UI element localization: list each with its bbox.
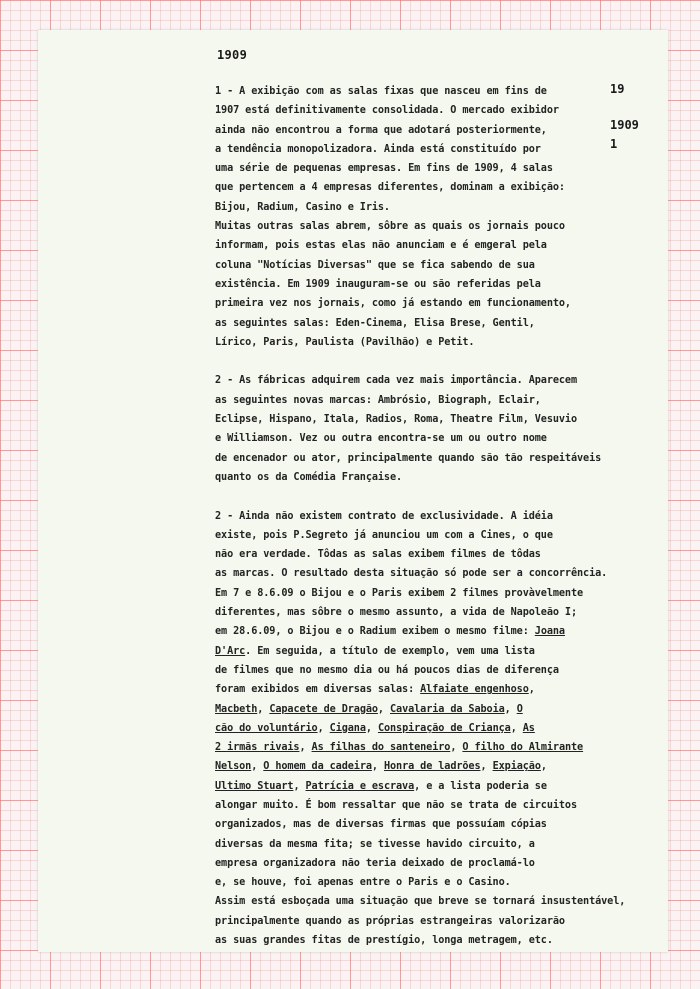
text-line [215,429,635,448]
text-line [215,873,635,892]
underlined-film-title: Cavalaria da Saboia [390,703,505,715]
text-segment: Muitas outras salas abrem, sôbre as quais os jornais pouco [215,221,565,233]
text-segment: coluna "Notícias Diversas" que se fica sabendo de sua [215,259,535,271]
underlined-film-title: cão do voluntário [215,722,318,734]
text-segment: , [251,761,264,773]
underlined-film-title: O [516,703,523,715]
underlined-film-title: As [522,722,535,734]
text-segment: de encenador ou ator, principalmente quando são tão respeitáveis [215,452,602,464]
text-segment: Em 7 e 8.6.09 o Bijou e o Paris exibem 2 filmes provàvelmente [215,587,584,599]
text-segment: , [504,703,517,715]
text-segment: , [365,722,378,734]
underlined-film-title: Conspiração de Criança [377,722,511,734]
text-segment: as seguintes novas marcas: Ambrósio, Biograph, Eclair, [215,394,541,406]
text-line [215,719,635,738]
underlined-film-title: Expiação [492,761,541,773]
typewritten-sheet [38,30,668,952]
text-line [215,584,635,603]
underlined-film-title: Patrícia e escrava [305,780,415,792]
text-segment: as suas grandes fitas de prestígio, longa metragem, etc. [215,935,553,947]
text-segment: , [317,722,330,734]
text-segment: em 28.6.09, o Bijou e o Radium exibem o mesmo filme: [215,626,535,638]
text-segment: informam, pois estas elas não anunciam e é emgeral pela [215,240,547,252]
text-line [215,198,635,217]
text-segment: principalmente quando as próprias estrangeiras valorizarão [215,915,565,927]
text-line [215,912,635,931]
underlined-film-title: D'Arc [215,645,246,657]
text-segment: não era verdade. Tôdas as salas exibem filmes de tôdas [215,549,541,561]
text-segment: uma série de pequenas empresas. Em fins de 1909, 4 salas [215,163,553,175]
text-segment: Eclipse, Hispano, Itala, Radios, Roma, Theatre Film, Vesuvio [215,414,578,426]
underlined-film-title: As filhas do santeneiro [311,742,451,754]
text-line [215,371,635,390]
text-line [215,275,635,294]
text-line [215,256,635,275]
text-segment: foram exibidos em diversas salas: [215,684,421,696]
text-line [215,507,635,526]
underlined-film-title: 2 irmãs rivais [215,742,300,754]
text-segment: Bijou, Radium, Casino e Iris. [215,201,390,213]
document-body [215,82,635,950]
text-line [215,661,635,680]
text-segment: existência. Em 1909 inauguram-se ou são referidas pela [215,278,541,290]
text-line [215,236,635,255]
text-segment: diferentes, mas sôbre o mesmo assunto, a vida de Napoleão I; [215,607,578,619]
text-line [215,738,635,757]
text-segment: , [450,742,463,754]
text-line [215,680,635,699]
text-line [215,140,635,159]
text-line [215,757,635,776]
text-segment: , e a lista poderia se [414,780,547,792]
text-segment: ainda não encontrou a forma que adotará posteriormente, [215,124,547,136]
text-line [215,121,635,140]
text-segment: , [377,703,390,715]
underlined-film-title: Macbeth [215,703,258,715]
margin-note-item: 1 [610,137,618,151]
text-segment: , [371,761,384,773]
paragraph-gap [215,487,635,506]
underlined-film-title: O homem da cadeira [263,761,372,773]
text-line [215,468,635,487]
margin-note-page: 19 [610,82,625,96]
text-line [215,642,635,661]
text-line [215,333,635,352]
text-line [215,410,635,429]
text-segment: alongar muito. É bom ressaltar que não se trata de circuitos [215,799,578,811]
paragraph [215,82,635,352]
text-line [215,815,635,834]
text-line [215,892,635,911]
underlined-film-title: Ultimo Stuart [215,780,294,792]
text-segment: diversas da mesma fita; se tivesse havido circuito, a [215,838,535,850]
text-line [215,101,635,120]
text-line [215,545,635,564]
text-line [215,796,635,815]
underlined-film-title: Alfaiate engenhoso [420,684,529,696]
text-segment: , [293,780,306,792]
underlined-film-title: Capacete de Dragão [269,703,378,715]
underlined-film-title: O filho do Almirante [462,742,584,754]
text-segment: a tendência monopolizadora. Ainda está constituído por [215,143,541,155]
text-line [215,82,635,101]
underlined-film-title: Nelson [215,761,252,773]
paragraph [215,371,635,487]
text-segment: as marcas. O resultado desta situação só pode ser a concorrência. [215,568,608,580]
text-segment: , [299,742,312,754]
text-segment: que pertencem a 4 empresas diferentes, dominam a exibição: [215,182,565,194]
text-segment: 2 - As fábricas adquirem cada vez mais importância. Aparecem [215,375,578,387]
text-line [215,564,635,583]
text-line [215,835,635,854]
text-segment: e Williamson. Vez ou outra encontra-se um ou outro nome [215,433,547,445]
text-segment: empresa organizadora não teria deixado de proclamá-lo [215,857,535,869]
text-line [215,526,635,545]
text-segment: 1907 está definitivamente consolidada. O mercado exibidor [215,105,559,117]
text-segment: 1 - A exibição com as salas fixas que nasceu em fins de [215,86,547,97]
text-segment: , [480,761,493,773]
text-line [215,931,635,950]
text-line [215,622,635,641]
text-line [215,603,635,622]
text-segment: de filmes que no mesmo dia ou há poucos dias de diferença [215,664,559,676]
text-line [215,314,635,333]
text-segment: organizados, mas de diversas firmas que possuíam cópias [215,819,547,831]
text-segment: , [540,761,547,773]
text-line [215,159,635,178]
text-line [215,777,635,796]
text-line [215,854,635,873]
text-line [215,217,635,236]
paragraph [215,507,635,951]
underlined-film-title: Joana [534,626,565,638]
text-segment: , [510,722,523,734]
text-segment: existe, pois P.Segreto já anunciou um com a Cines, o que [215,529,553,541]
text-segment: , [528,684,535,696]
underlined-film-title: Cigana [329,722,366,734]
paragraph-gap [215,352,635,371]
margin-note-year: 1909 [610,118,639,132]
text-segment: primeira vez nos jornais, como já estando em funcionamento, [215,298,571,310]
text-segment: as seguintes salas: Eden-Cinema, Elisa Brese, Gentil, [215,317,535,329]
text-segment: quanto os da Comédia Française. [215,471,403,483]
text-line [215,449,635,468]
text-segment: Assim está esboçada uma situação que breve se tornará insustentável, [215,896,626,908]
document-year-heading: 1909 [217,48,248,62]
text-line [215,700,635,719]
text-segment: , [257,703,270,715]
text-line [215,178,635,197]
underlined-film-title: Honra de ladrões [383,761,481,773]
text-line [215,294,635,313]
text-segment: . Em seguida, a título de exemplo, vem uma lista [245,645,535,657]
text-line [215,391,635,410]
text-segment: Lírico, Paris, Paulista (Pavilhão) e Petit. [215,336,475,348]
text-segment: 2 - Ainda não existem contrato de exclusividade. A idéia [215,510,553,522]
text-segment: e, se houve, foi apenas entre o Paris e o Casino. [215,877,511,889]
